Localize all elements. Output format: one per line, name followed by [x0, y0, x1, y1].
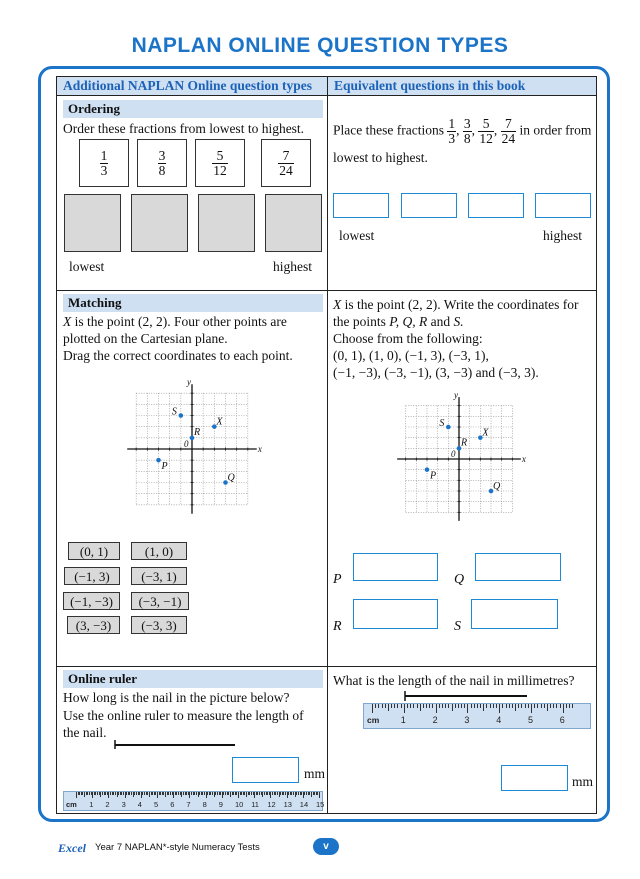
ruler-tick — [563, 704, 564, 713]
ruler-number: 1 — [400, 715, 406, 725]
fraction-card-1[interactable]: $\frac{1}{3}$ — [79, 139, 129, 187]
ruler-tick — [375, 704, 376, 708]
ruler-tick — [452, 704, 453, 711]
ruler-tick — [480, 704, 481, 708]
ruler-number: 4 — [496, 715, 502, 725]
header-right: Equivalent questions in this book — [328, 77, 596, 96]
ruler-tick — [401, 704, 402, 708]
y-axis-label: y — [187, 377, 191, 388]
ordering-right-prompt: Place these fractions $\frac{1}{3}$ , $\frac{3}{8}$ , $\frac{5}{12}$ , $\frac{7}{24}$ in order from — [333, 116, 592, 146]
point-label-q: Q — [493, 481, 501, 492]
ruler-tick — [512, 704, 513, 708]
ruler-tick — [528, 704, 529, 708]
ruler-tick — [471, 704, 472, 708]
ruler-tick — [483, 704, 484, 711]
answer-label-r: R — [333, 619, 342, 634]
fraction-card-4[interactable]: $\frac{7}{24}$ — [261, 139, 311, 187]
coord-choice-3[interactable]: (−1, 3) — [64, 567, 120, 585]
ruler-tick — [569, 704, 570, 708]
nail-right-answer-box[interactable] — [501, 765, 568, 791]
ordering-highest: highest — [273, 259, 312, 274]
y-axis-label: y — [454, 390, 458, 401]
ruler-number: 14 — [299, 800, 309, 809]
ruler-tick — [550, 704, 551, 708]
ruler-tick — [474, 704, 475, 708]
ruler-tick — [477, 704, 478, 708]
point-s — [179, 413, 184, 418]
question-types-table — [56, 76, 597, 814]
drop-slot-2[interactable] — [131, 194, 188, 252]
ruler-tick — [397, 704, 398, 708]
ruler-tick — [547, 704, 548, 711]
coord-choice-6[interactable]: (−3, −1) — [131, 592, 189, 610]
ruler-number: 2 — [432, 715, 438, 725]
point-label-p: P — [161, 461, 168, 473]
ruler-tick — [515, 704, 516, 711]
ruler-tick — [509, 704, 510, 708]
matching-right-line4: (0, 1), (1, 0), (−1, 3), (−3, 1), — [333, 348, 489, 363]
ruler-number: 12 — [267, 800, 276, 809]
origin-label: 0 — [184, 439, 189, 449]
nail-left-answer-box[interactable] — [232, 757, 299, 783]
ruler-number: 15 — [316, 800, 325, 809]
point-label-p: P — [430, 470, 437, 482]
ruler-tick — [394, 704, 395, 708]
ruler-tick — [385, 704, 386, 708]
ruler-tick — [553, 704, 554, 708]
coord-choice-4[interactable]: (−3, 1) — [131, 567, 187, 585]
ruler-tick — [493, 704, 494, 708]
ruler-tick — [372, 704, 373, 713]
ruler-left-line2: Use the online ruler to measure the length of — [63, 708, 304, 723]
ruler-tick — [467, 704, 468, 713]
coord-choice-7[interactable]: (3, −3) — [67, 616, 120, 634]
printed-ruler-right: cm 1 2 3 4 5 6 — [363, 703, 591, 729]
ruler-number: 3 — [121, 800, 126, 809]
ruler-number: 5 — [154, 800, 159, 809]
row-divider-2 — [57, 666, 596, 667]
ruler-tick — [458, 704, 459, 708]
ruler-number: 10 — [235, 800, 244, 809]
ruler-tick — [426, 704, 427, 708]
matching-left-line2: plotted on the Cartesian plane. — [63, 331, 228, 346]
answer-box-s[interactable] — [471, 599, 558, 629]
x-axis-label: x — [521, 454, 526, 464]
ordering-prompt: Order these fractions from lowest to highest. — [63, 121, 305, 136]
ruler-tick — [544, 704, 545, 708]
footer-text: Year 7 NAPLAN*-style Numeracy Tests — [95, 842, 260, 853]
ruler-tick — [413, 704, 414, 708]
order-right-highest: highest — [543, 228, 582, 243]
nail-left-unit: mm — [304, 766, 326, 781]
ruler-tick — [521, 704, 522, 708]
fraction-card-3[interactable]: $\frac{5}{12}$ — [195, 139, 245, 187]
ruler-tick — [560, 704, 561, 708]
ruler-number: 5 — [528, 715, 534, 725]
ruler-tick — [404, 704, 405, 713]
ruler-tick — [432, 704, 433, 708]
cartesian-plot-right — [395, 390, 526, 523]
ruler-tick — [407, 704, 408, 708]
ordering-right-line2: lowest to highest. — [333, 150, 428, 165]
ruler-number: 7 — [186, 800, 191, 809]
matching-right-line5: (−1, −3), (−3, −1), (3, −3) and (−3, 3). — [333, 365, 539, 380]
point-p — [156, 458, 161, 463]
ruler-tick — [455, 704, 456, 708]
ruler-left-line1: How long is the nail in the picture below? — [63, 690, 290, 705]
ordering-label: Ordering — [63, 100, 323, 118]
ruler-number: 1 — [89, 800, 94, 809]
point-label-r: R — [461, 437, 468, 449]
ruler-tick — [378, 704, 379, 708]
ruler-tick — [445, 704, 446, 708]
point-label-q: Q — [227, 472, 235, 484]
answer-label-q: Q — [454, 572, 465, 587]
ruler-tick — [502, 704, 503, 708]
fraction-card-2[interactable]: $\frac{3}{8}$ — [137, 139, 187, 187]
coord-choice-1[interactable]: (0, 1) — [68, 542, 120, 560]
ruler-tick — [319, 792, 320, 798]
drop-slot-4[interactable] — [265, 194, 322, 252]
ordering-lowest: lowest — [69, 259, 105, 274]
answer-box-r[interactable] — [353, 599, 438, 629]
matching-left-line1: X is the point (2, 2). Four other points are — [63, 314, 287, 329]
ruler-tick — [439, 704, 440, 708]
ruler-tick — [572, 704, 573, 708]
ruler-tick — [525, 704, 526, 708]
ruler-tick — [461, 704, 462, 708]
answer-label-p: P — [333, 572, 342, 587]
order-answer-box-4[interactable] — [535, 193, 591, 218]
header-left: Additional NAPLAN Online question types — [57, 77, 327, 96]
ruler-left-line3: the nail. — [63, 725, 107, 740]
ruler-tick — [566, 704, 567, 708]
coord-choice-5[interactable]: (−1, −3) — [63, 592, 120, 610]
page-number: v — [313, 838, 339, 855]
matching-label: Matching — [63, 294, 323, 312]
matching-right-line3: Choose from the following: — [333, 331, 483, 346]
cartesian-plot-left — [125, 377, 262, 516]
ruler-tick — [486, 704, 487, 708]
ruler-tick — [442, 704, 443, 708]
point-p — [425, 467, 430, 472]
ruler-tick — [391, 704, 392, 708]
ruler-tick — [382, 704, 383, 708]
ruler-number: 13 — [283, 800, 292, 809]
ruler-tick — [541, 704, 542, 708]
point-label-s: S — [439, 418, 445, 429]
answer-box-p[interactable] — [353, 553, 438, 581]
ruler-tick — [423, 704, 424, 708]
ruler-tick — [388, 704, 389, 711]
origin-label: 0 — [451, 449, 456, 459]
ruler-tick — [464, 704, 465, 708]
coord-choice-8[interactable]: (−3, 3) — [131, 616, 187, 634]
ruler-right-prompt: What is the length of the nail in millimetres? — [333, 673, 575, 688]
ruler-tick — [499, 704, 500, 713]
ruler-tick — [518, 704, 519, 708]
drop-slot-1[interactable] — [64, 194, 121, 252]
order-answer-box-1[interactable] — [333, 193, 389, 218]
order-answer-box-2[interactable] — [401, 193, 457, 218]
matching-left-line3: Drag the correct coordinates to each point. — [63, 348, 293, 363]
ruler-tick — [417, 704, 418, 708]
ruler-tick — [534, 704, 535, 708]
point-label-r: R — [194, 426, 201, 438]
point-label-x: X — [482, 427, 489, 439]
nail-left[interactable] — [113, 737, 239, 753]
ruler-number: 3 — [464, 715, 470, 725]
ruler-tick — [448, 704, 449, 708]
point-s — [446, 425, 451, 430]
ruler-tick — [420, 704, 421, 711]
ruler-tick — [531, 704, 532, 713]
column-divider — [327, 77, 328, 813]
ruler-number: 4 — [137, 800, 142, 809]
ruler-tick — [496, 704, 497, 708]
matching-right-line2: the points P, Q, R and S. — [333, 314, 464, 329]
ruler-tick — [436, 704, 437, 713]
matching-right-line1: X is the point (2, 2). Write the coordinates for — [333, 297, 579, 312]
ruler-tick — [490, 704, 491, 708]
nail-right-unit: mm — [572, 774, 594, 789]
ruler-number: 11 — [251, 800, 259, 809]
page-title: NAPLAN ONLINE QUESTION TYPES — [131, 34, 509, 57]
ruler-number: 2 — [105, 800, 110, 809]
x-axis-label: x — [257, 444, 262, 454]
online-ruler-left[interactable]: cm 1 2 3 4 5 6 7 8 9 10 11 12 13 14 15 — [63, 791, 323, 811]
coord-choice-2[interactable]: (1, 0) — [131, 542, 187, 560]
ruler-number: 8 — [202, 800, 207, 809]
drop-slot-3[interactable] — [198, 194, 255, 252]
ruler-label: Online ruler — [63, 670, 323, 688]
ruler-number: 9 — [218, 800, 223, 809]
answer-box-q[interactable] — [475, 553, 561, 581]
ruler-tick — [410, 704, 411, 708]
ruler-tick — [556, 704, 557, 708]
ruler-number: 6 — [170, 800, 175, 809]
row-divider-1 — [57, 290, 596, 291]
ruler-tick — [429, 704, 430, 708]
order-right-lowest: lowest — [339, 228, 375, 243]
ruler-tick — [537, 704, 538, 708]
footer-brand: Excel — [58, 841, 86, 855]
ruler-tick — [506, 704, 507, 708]
order-answer-box-3[interactable] — [468, 193, 524, 218]
ruler-number: 6 — [559, 715, 565, 725]
point-label-s: S — [171, 406, 177, 418]
point-label-x: X — [216, 416, 223, 428]
answer-label-s: S — [454, 619, 461, 634]
